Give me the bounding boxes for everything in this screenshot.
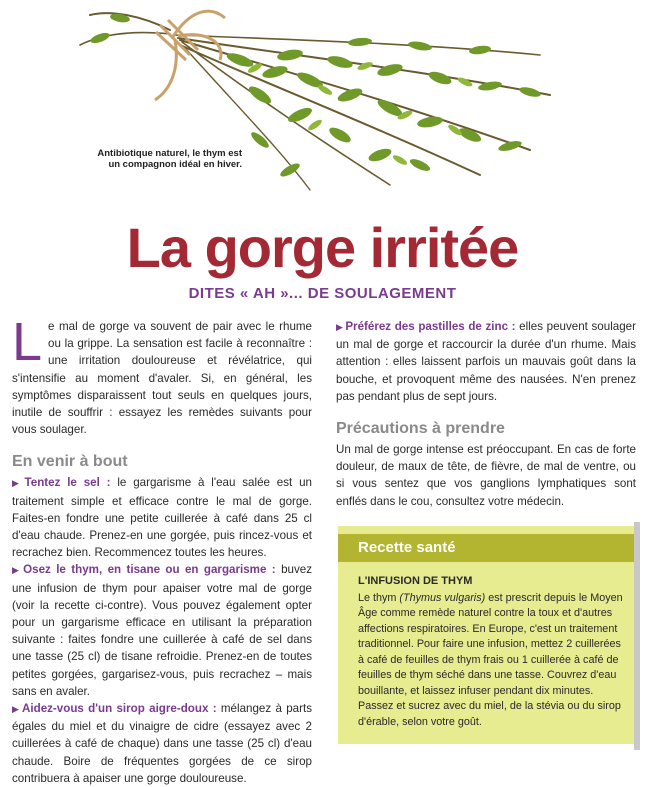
- dropcap-letter: L: [12, 312, 43, 372]
- recipe-text-rest: est prescrit depuis le Moyen Âge comme remède naturel contre la toux et d'autres affections respiratoires. En Europe, c'est un traitement traditionnel. Pour faire une infusion, mettez 2 cuillerées à café de feuilles de thym frais ou 1 cuillerée à café de feuilles de thym séché dans une tasse. Couvrez d'eau bouillante, et laissez infuser pendant dix minutes. Passez et sucrez avec du miel, de la stévia ou du sirop d'érable, selon votre goût.: [358, 591, 623, 728]
- triangle-bullet-icon: ▶: [12, 565, 22, 576]
- recipe-text: [358, 591, 626, 731]
- precautions-paragraph: Un mal de gorge intense est préoccupant. En cas de forte douleur, de maux de tête, de fièvre, de mal de ventre, ou si vous sentez que vos ganglions lymphatiques sont enflés dans le cou, consultez votre médecin.: [336, 443, 636, 508]
- tip-sel: [12, 474, 312, 561]
- page-title: La gorge irritée: [126, 216, 519, 279]
- recipe-box-header: Recette santé: [338, 534, 634, 562]
- tip-sirop: [12, 700, 312, 787]
- tip-lead: Aidez-vous d'un sirop aigre-doux :: [22, 702, 217, 716]
- thyme-bundle-image: [60, 0, 580, 200]
- tip-text: mélangez à parts égales du miel et du vinaigre de cidre (essayez avec 2 cuillerées à café de chaque) dans une tasse (25 cl) d'eau chaude. Boire de fréquentes gorgées de ce sirop contribuera à apaiser une gorge douloureuse.: [12, 702, 313, 785]
- recipe-body: [358, 574, 626, 730]
- intro-paragraph: [12, 312, 312, 438]
- section-heading-precautions: Précautions à prendre: [336, 420, 505, 438]
- tip-lead: Tentez le sel :: [24, 476, 111, 490]
- tip-zinc: [336, 318, 636, 405]
- recipe-text-start: Le thym: [358, 591, 400, 604]
- tip-text: le gargarisme à l'eau salée est un traitement simple et efficace contre le mal de gorge. Faites-en fondre une petite cuillerée à café dans 25 cl d'eau chaude. Prenez-en une gorgée, puis rincez-vous et recrachez bien. Recommencez toutes les heures.: [12, 476, 312, 560]
- image-caption: Antibiotique naturel, le thym est un compagnon idéal en hiver.: [97, 148, 242, 170]
- left-column: [12, 312, 313, 787]
- recipe-box: [338, 526, 634, 744]
- intro-text: e mal de gorge va souvent de pair avec le rhume ou la grippe. La sensation est facile à reconnaître : une irritation douloureuse et révélatrice, qui s'intensifie au moment d'avaler. Si, en général, les symptômes disparaissent tout seuls en quelques jours, inutile de souffrir : essayez les remèdes suivants pour vous soulager.: [12, 320, 312, 437]
- right-column: [336, 318, 636, 510]
- recipe-latin-name: (Thymus vulgaris): [399, 591, 486, 604]
- tip-thym: [12, 561, 312, 700]
- page-edge: [634, 522, 640, 750]
- tip-text: elles peuvent soulager un mal de gorge et raccourcir la durée d'un rhume. Mais attention : elles laissent parfois un mauvais goût dans la bouche, et provoquent même des nausées. N'en prenez pas pendant plus de sept jours.: [336, 320, 636, 403]
- tip-lead: Osez le thym, en tisane ou en gargarisme :: [23, 563, 276, 577]
- triangle-bullet-icon: ▶: [12, 478, 23, 489]
- page-subtitle: DITES « AH »... DE SOULAGEMENT: [188, 285, 457, 302]
- recipe-title: L'INFUSION DE THYM: [358, 575, 473, 587]
- tip-lead: Préférez des pastilles de zinc :: [345, 320, 516, 333]
- section-heading-en-venir: En venir à bout: [12, 453, 128, 471]
- tip-text: buvez une infusion de thym pour apaiser votre mal de gorge (voir la recette ci-contre). Vous pouvez également opter pour un gargarisme efficace en utilisant la préparation suivante : faites fondre une cuillerée à café de sel dans une tasse (25 cl) de tisane refroidie. Prenez-en de toutes petites gorgées, gargarisez-vous, puis recrachez – mais sans en avaler.: [12, 563, 313, 698]
- triangle-bullet-icon: ▶: [12, 704, 21, 715]
- triangle-bullet-icon: ▶: [336, 322, 344, 332]
